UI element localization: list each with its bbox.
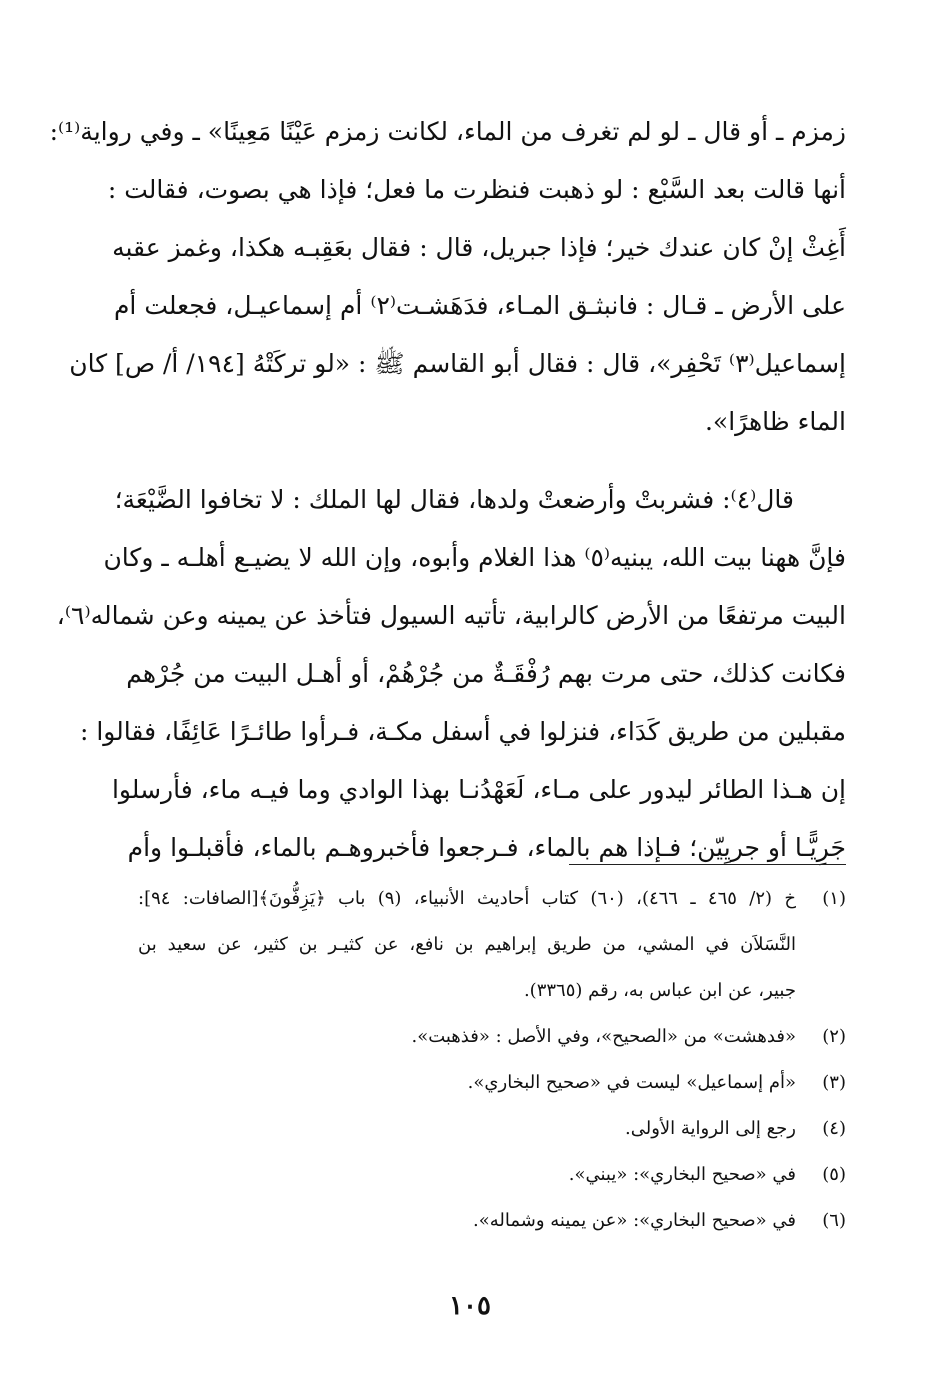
footnote-line: في «صحيح البخاري»: «عن يمينه وشماله». — [473, 1210, 796, 1231]
footnote-number: (٦) — [822, 1210, 846, 1231]
body-line: زمزم ـ أو قال ـ لو لم تغرف من الماء، لكانت زمزم عَيْنًا مَعِينًا» ـ وفي رواية⁽¹⁾: — [49, 117, 846, 146]
body-line: مقبلين من طريق كَدَاء، فنزلوا في أسفل مكـة، فـرأوا طائـرًا عَائِفًا، فقالوا : — [79, 717, 846, 746]
footnote-line: رجع إلى الرواية الأولى. — [625, 1118, 796, 1139]
footnote-number: (٢) — [822, 1026, 846, 1047]
body-line: فكانت كذلك، حتى مرت بهم رُفْقَـةٌ من جُرْهُمْ، أو أهـل البيت من جُرْهم — [126, 659, 846, 688]
body-line: أَغِثْ إنْ كان عندك خير؛ فإذا جبريل، قال : فقال بعَقِبـه هكذا، وغمز عقبه — [112, 233, 846, 262]
footnote-line: النَّسَلاَن في المشي، من طريق إبراهيم بن نافع، عن كثيـر بن كثير، عن سعيد بن — [138, 934, 796, 955]
footnote-line: خ (٢/ ٤٦٥ ـ ٤٦٦)، (٦٠) كتاب أحاديث الأنبياء، (٩) باب ﴿يَزِفُّونَ﴾[الصافات: ٩٤]: — [138, 888, 796, 909]
paragraph-gap — [138, 451, 846, 471]
body-line: الماء ظاهرًا». — [704, 407, 846, 436]
footnote-4 — [138, 1106, 846, 1152]
footnote-number: (٥) — [822, 1164, 846, 1185]
body-line: أنها قالت بعد السَّبْع : لو ذهبت فنظرت ما فعل؛ فإذا هي بصوت، فقالت : — [107, 175, 846, 204]
main-body-text — [49, 103, 846, 877]
footnote-line: جبير، عن ابن عباس به، رقم (٣٣٦٥). — [523, 980, 796, 1001]
footnote-6 — [138, 1198, 846, 1244]
footnote-divider — [569, 864, 846, 865]
footnote-line: «فدهشت» من «الصحيح»، وفي الأصل : «فذهبت». — [411, 1026, 796, 1047]
footnote-number: (١) — [822, 888, 846, 909]
body-line: البيت مرتفعًا من الأرض كالرابية، تأتيه السيول فتأخذ عن يمينه وعن شماله⁽٦⁾، — [56, 601, 846, 630]
body-line: جَرِيًّـا أو جريِيّن؛ فـإذا هم بالماء، فـرجعوا فأخبروهـم بالماء، فأقبلـوا وأم — [127, 833, 846, 862]
body-line: على الأرض ـ قـال : فانبثـق المـاء، فدَهَشـت⁽٢⁾ أم إسماعيـل، فجعلت أم — [113, 291, 846, 320]
footnote-number: (٤) — [822, 1118, 846, 1139]
footnote-2 — [138, 1014, 846, 1060]
footnote-5 — [138, 1152, 846, 1198]
body-line: فإنَّ ههنا بيت الله، يبنيه⁽٥⁾ هذا الغلام وأبوه، وإن الله لا يضيـع أهلـه ـ وكان — [103, 543, 846, 572]
footnote-3 — [138, 1060, 846, 1106]
page-number: ١٠٥ — [449, 1291, 491, 1321]
body-line: إسماعيل⁽٣⁾ تَحْفِر»، قال : فقال أبو القاسم ﷺ : «لو تركَتْهُ [١٩٤/ أ/ ص] كان — [69, 349, 846, 378]
footnote-1 — [138, 876, 846, 1014]
footnote-line: «أم إسماعيل» ليست في «صحيح البخاري». — [467, 1072, 796, 1093]
footnote-line: في «صحيح البخاري»: «يبني». — [568, 1164, 796, 1185]
footnotes-section — [138, 876, 846, 1244]
footnote-number: (٣) — [822, 1072, 846, 1093]
body-line: قال⁽٤⁾: فشربتْ وأرضعتْ ولدها، فقال لها الملك : لا تخافوا الضَّيْعَة؛ — [114, 485, 794, 514]
body-line: إن هـذا الطائر ليدور على مـاء، لَعَهْدُنـا بهذا الوادي وما فيـه ماء، فأرسلوا — [111, 775, 846, 804]
